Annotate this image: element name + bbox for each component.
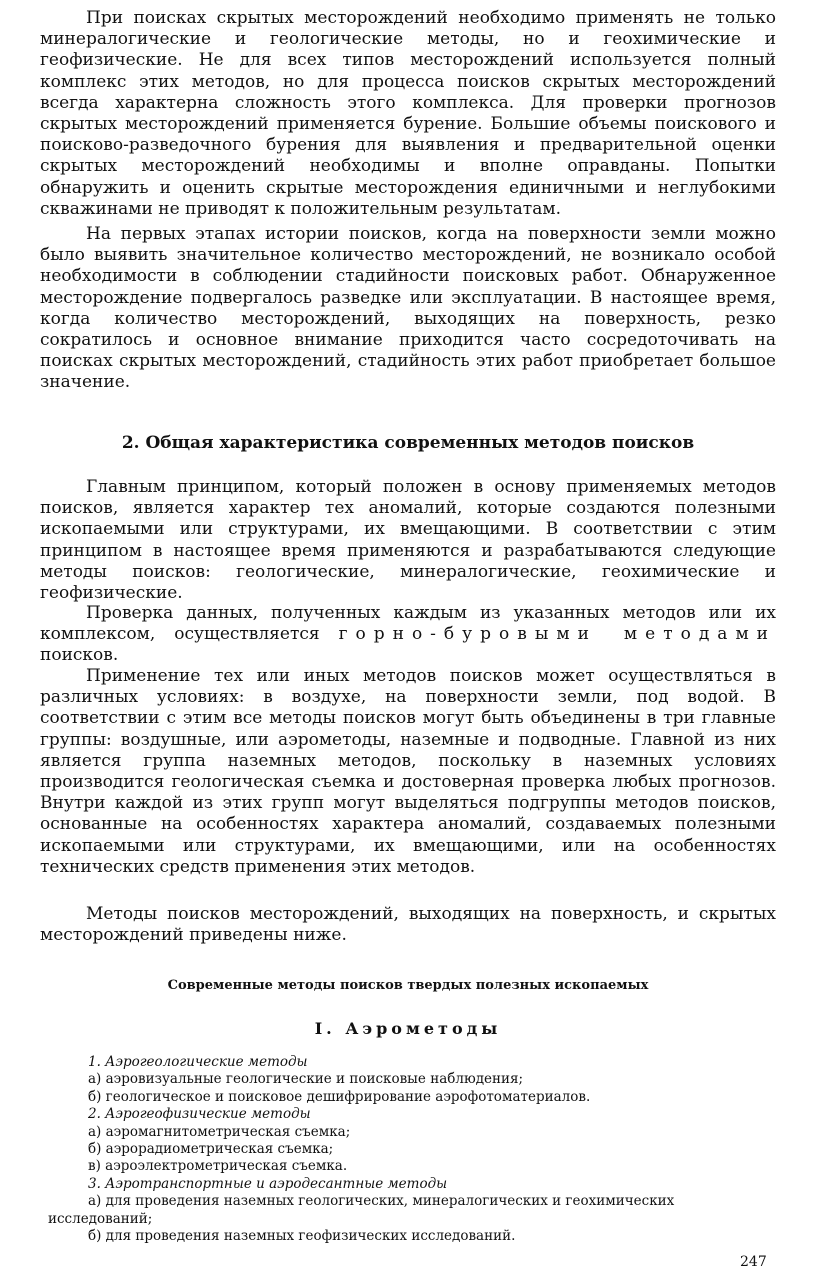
list-item: а) аэромагнитометрическая съемка; [88, 1123, 351, 1140]
aero-methods-list [48, 1054, 776, 1245]
group-title-aero: I. Аэрометоды [314, 1019, 502, 1038]
paragraph-methods-intro: Методы поисков месторождений, выходящих на поверхность, и скрытых месторождений приведены ниже. [40, 904, 776, 946]
paragraph-hidden-deposits: При поисках скрытых месторождений необходимо применять не только минералогические и геологические методы, но и геохимические и геофизические. Не для всех типов месторождений используется полный комплекс этих методов, но для процесса поисков скрытых месторождений всегда характерна сложность этого комплекса. Для проверки прогнозов скрытых месторождений применяется бурение. Большие объемы поискового и поисково-разведочного бурения для выявления и предварительной оценки скрытых месторождений необходимы и вполне оправданы. Попытки обнаружить и оценить скрытые месторождения единичными и неглубокими скважинами не приводят к положительным результатам. [40, 8, 776, 219]
list-item: в) аэроэлектрометрическая съемка. [88, 1158, 348, 1175]
list-item: 2. Аэрогеофизические методы [88, 1106, 311, 1123]
paragraph-main-principle: Главным принципом, который положен в основу применяемых методов поисков, является характер тех аномалий, которые создаются полезными ископаемыми или структурами, их вмещающими. В соответствии с этим принципом в настоящее время применяются и разрабатываются следующие методы поисков: геологические, минералогические, геохимические и геофизические. [40, 477, 776, 604]
list-item: б) для проведения наземных геофизических исследований. [88, 1228, 516, 1245]
list-item: б) аэрорадиометрическая съемка; [88, 1141, 334, 1158]
verification-text-start: Проверка данных, полученных каждым из указанных методов или их комплексом, осуществляется [40, 603, 776, 645]
list-item: 1. Аэрогеологические методы [88, 1054, 308, 1070]
paragraph-conditions: Применение тех или иных методов поисков может осуществляться в различных условиях: в воздухе, на поверхности земли, под водой. В соответствии с этим все методы поисков могут быть объединены в три главные группы: воздушные, или аэрометоды, наземные и подводные. Главной из них является группа наземных методов, поскольку в наземных условиях производится геологическая съемка и достоверная проверка любых прогнозов. Внутри каждой из этих групп могут выделяться подгруппы методов поисков, основанные на особенностях характера аномалий, создаваемых полезными ископаемыми или структурами, их вмещающими, или на особенностях технических средств применения этих методов. [40, 666, 776, 877]
list-item: а) для проведения наземных геологических, минералогических и геохимических исследований; [48, 1193, 675, 1227]
list-item: б) геологическое и поисковое дешифрирование аэрофотоматериалов. [88, 1088, 591, 1105]
verification-text-end: поисков. [40, 645, 119, 666]
page-number: 247 [740, 1254, 767, 1270]
list-item: а) аэровизуальные геологические и поисковые наблюдения; [88, 1071, 524, 1088]
verification-text-spaced: горно-буровыми методами [338, 624, 776, 645]
paragraph-verification [40, 603, 776, 667]
list-item: 3. Аэротранспортные и аэродесантные методы [88, 1175, 448, 1192]
methods-subtitle: Современные методы поисков твердых полезных ископаемых [167, 978, 649, 993]
section-title: 2. Общая характеристика современных методов поисков [121, 433, 695, 453]
paragraph-history: На первых этапах истории поисков, когда на поверхности земли можно было выявить значительное количество месторождений, не возникало особой необходимости в соблюдении стадийности поисковых работ. Обнаруженное месторождение подвергалось разведке или эксплуатации. В настоящее время, когда количество месторождений, выходящих на поверхность, резко сократилось и основное внимание приходится часто сосредоточивать на поисках скрытых месторождений, стадийность этих работ приобретает большое значение. [40, 224, 776, 393]
